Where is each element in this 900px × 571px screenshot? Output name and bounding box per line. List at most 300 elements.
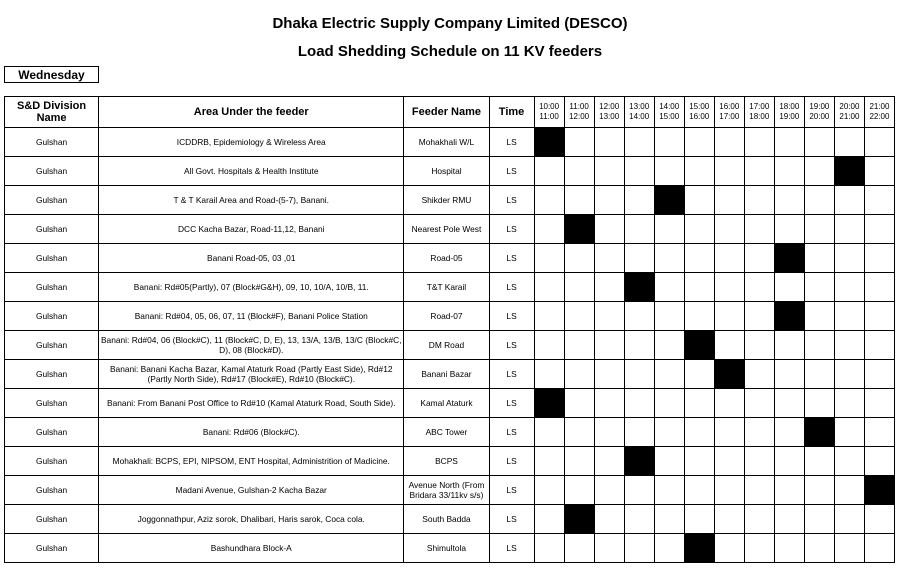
slot-end: 17:00 bbox=[719, 112, 740, 121]
division-cell: Gulshan bbox=[5, 418, 99, 447]
slot-cell bbox=[534, 447, 564, 476]
slot-cell bbox=[534, 331, 564, 360]
slot-cell bbox=[774, 128, 804, 157]
slot-cell bbox=[594, 302, 624, 331]
slot-start: 21:00 bbox=[869, 102, 890, 111]
column-header-division: S&D Division Name bbox=[5, 97, 99, 128]
slot-cell bbox=[534, 418, 564, 447]
slot-cell bbox=[534, 476, 564, 505]
slot-cell bbox=[744, 360, 774, 389]
slot-cell bbox=[714, 128, 744, 157]
slot-cell bbox=[864, 157, 894, 186]
slot-cell bbox=[624, 331, 654, 360]
slot-cell bbox=[774, 447, 804, 476]
slot-cell bbox=[654, 360, 684, 389]
time-cell: LS bbox=[489, 360, 534, 389]
area-cell: T & T Karail Area and Road-(5-7), Banani. bbox=[99, 186, 404, 215]
column-header-feeder: Feeder Name bbox=[404, 97, 489, 128]
slot-cell bbox=[684, 215, 714, 244]
slot-start: 10:00 bbox=[539, 102, 560, 111]
slot-cell bbox=[534, 215, 564, 244]
slot-cell bbox=[864, 273, 894, 302]
slot-cell bbox=[564, 331, 594, 360]
slot-cell bbox=[774, 215, 804, 244]
slot-cell bbox=[834, 534, 864, 563]
slot-cell bbox=[804, 302, 834, 331]
slot-start: 16:00 bbox=[719, 102, 740, 111]
slot-start: 13:00 bbox=[629, 102, 650, 111]
slot-cell bbox=[804, 273, 834, 302]
shedding-slot-cell bbox=[624, 273, 654, 302]
slot-start: 14:00 bbox=[659, 102, 680, 111]
division-cell: Gulshan bbox=[5, 389, 99, 418]
slot-cell bbox=[864, 215, 894, 244]
slot-cell bbox=[714, 389, 744, 418]
slot-cell bbox=[804, 476, 834, 505]
slot-cell bbox=[594, 157, 624, 186]
slot-cell bbox=[744, 389, 774, 418]
slot-start: 20:00 bbox=[839, 102, 860, 111]
slot-cell bbox=[564, 302, 594, 331]
slot-cell bbox=[534, 505, 564, 534]
slot-cell bbox=[804, 447, 834, 476]
slot-cell bbox=[714, 505, 744, 534]
time-cell: LS bbox=[489, 447, 534, 476]
slot-cell bbox=[624, 302, 654, 331]
slot-end: 13:00 bbox=[599, 112, 620, 121]
slot-end: 20:00 bbox=[809, 112, 830, 121]
slot-cell bbox=[564, 273, 594, 302]
slot-cell bbox=[834, 418, 864, 447]
area-cell: DCC Kacha Bazar, Road-11,12, Banani bbox=[99, 215, 404, 244]
feeder-cell: Avenue North (From Bridara 33/11kv s/s) bbox=[404, 476, 489, 505]
time-cell: LS bbox=[489, 331, 534, 360]
page-title: Dhaka Electric Supply Company Limited (DESCO) bbox=[272, 15, 628, 32]
slot-cell bbox=[864, 505, 894, 534]
slot-cell bbox=[804, 215, 834, 244]
area-cell: Banani Road-05, 03 ,01 bbox=[99, 244, 404, 273]
slot-cell bbox=[654, 331, 684, 360]
feeder-cell: Mohakhali W/L bbox=[404, 128, 489, 157]
column-header-time: Time bbox=[489, 97, 534, 128]
slot-cell bbox=[864, 244, 894, 273]
time-cell: LS bbox=[489, 186, 534, 215]
slot-cell bbox=[774, 476, 804, 505]
slot-cell bbox=[684, 505, 714, 534]
division-cell: Gulshan bbox=[5, 534, 99, 563]
division-cell: Gulshan bbox=[5, 186, 99, 215]
slot-start: 12:00 bbox=[599, 102, 620, 111]
time-cell: LS bbox=[489, 273, 534, 302]
slot-cell bbox=[774, 389, 804, 418]
area-cell: Banani: Rd#04, 05, 06, 07, 11 (Block#F), Banani Police Station bbox=[99, 302, 404, 331]
table-row bbox=[5, 389, 895, 418]
slot-cell bbox=[624, 157, 654, 186]
slot-cell bbox=[744, 476, 774, 505]
slot-cell bbox=[654, 505, 684, 534]
time-slot-header bbox=[774, 97, 804, 128]
slot-cell bbox=[624, 244, 654, 273]
slot-cell bbox=[744, 505, 774, 534]
division-cell: Gulshan bbox=[5, 244, 99, 273]
shedding-slot-cell bbox=[774, 302, 804, 331]
slot-cell bbox=[684, 360, 714, 389]
division-cell: Gulshan bbox=[5, 447, 99, 476]
feeder-cell: Nearest Pole West bbox=[404, 215, 489, 244]
slot-cell bbox=[594, 534, 624, 563]
table-row bbox=[5, 476, 895, 505]
slot-cell bbox=[864, 418, 894, 447]
slot-cell bbox=[684, 447, 714, 476]
shedding-slot-cell bbox=[564, 215, 594, 244]
slot-cell bbox=[834, 244, 864, 273]
slot-cell bbox=[594, 273, 624, 302]
shedding-slot-cell bbox=[804, 418, 834, 447]
slot-cell bbox=[864, 447, 894, 476]
division-cell: Gulshan bbox=[5, 476, 99, 505]
slot-cell bbox=[864, 186, 894, 215]
slot-cell bbox=[684, 157, 714, 186]
time-slot-header bbox=[564, 97, 594, 128]
slot-cell bbox=[804, 360, 834, 389]
area-cell: Banani: Rd#04, 06 (Block#C), 11 (Block#C, D, E), 13, 13/A, 13/B, 13/C (Block#C, D), 08 (Block#D). bbox=[99, 331, 404, 360]
slot-cell bbox=[834, 389, 864, 418]
slot-cell bbox=[534, 273, 564, 302]
shedding-slot-cell bbox=[684, 331, 714, 360]
slot-cell bbox=[804, 244, 834, 273]
time-slot-header bbox=[744, 97, 774, 128]
slot-cell bbox=[744, 273, 774, 302]
slot-cell bbox=[654, 302, 684, 331]
slot-cell bbox=[774, 273, 804, 302]
slot-cell bbox=[774, 186, 804, 215]
table-row bbox=[5, 273, 895, 302]
shedding-slot-cell bbox=[534, 389, 564, 418]
area-cell: All Govt. Hospitals & Health Institute bbox=[99, 157, 404, 186]
day-label: Wednesday bbox=[4, 66, 99, 83]
slot-cell bbox=[594, 360, 624, 389]
feeder-cell: Kamal Ataturk bbox=[404, 389, 489, 418]
table-row bbox=[5, 360, 895, 389]
slot-cell bbox=[534, 157, 564, 186]
slot-cell bbox=[834, 505, 864, 534]
slot-cell bbox=[864, 360, 894, 389]
time-slot-header bbox=[534, 97, 564, 128]
area-cell: Banani: Rd#06 (Block#C). bbox=[99, 418, 404, 447]
feeder-cell: Road-07 bbox=[404, 302, 489, 331]
table-row bbox=[5, 215, 895, 244]
slot-cell bbox=[564, 157, 594, 186]
slot-cell bbox=[774, 505, 804, 534]
slot-cell bbox=[684, 273, 714, 302]
slot-cell bbox=[864, 128, 894, 157]
slot-start: 15:00 bbox=[689, 102, 710, 111]
slot-end: 14:00 bbox=[629, 112, 650, 121]
slot-cell bbox=[714, 215, 744, 244]
table-row bbox=[5, 534, 895, 563]
time-cell: LS bbox=[489, 244, 534, 273]
slot-end: 11:00 bbox=[539, 112, 559, 121]
time-slot-header bbox=[864, 97, 894, 128]
shedding-slot-cell bbox=[564, 505, 594, 534]
slot-cell bbox=[624, 128, 654, 157]
slot-cell bbox=[564, 534, 594, 563]
slot-cell bbox=[834, 331, 864, 360]
table-row bbox=[5, 186, 895, 215]
slot-cell bbox=[594, 128, 624, 157]
time-cell: LS bbox=[489, 505, 534, 534]
division-cell: Gulshan bbox=[5, 215, 99, 244]
slot-cell bbox=[714, 244, 744, 273]
time-cell: LS bbox=[489, 476, 534, 505]
slot-cell bbox=[534, 302, 564, 331]
shedding-slot-cell bbox=[774, 244, 804, 273]
slot-cell bbox=[804, 505, 834, 534]
table-row bbox=[5, 418, 895, 447]
slot-cell bbox=[774, 331, 804, 360]
slot-cell bbox=[624, 534, 654, 563]
table-row bbox=[5, 128, 895, 157]
slot-end: 19:00 bbox=[779, 112, 800, 121]
schedule-table bbox=[4, 96, 895, 563]
feeder-cell: Banani Bazar bbox=[404, 360, 489, 389]
slot-end: 21:00 bbox=[839, 112, 860, 121]
table-row bbox=[5, 157, 895, 186]
slot-cell bbox=[744, 418, 774, 447]
slot-cell bbox=[714, 534, 744, 563]
slot-cell bbox=[714, 302, 744, 331]
schedule-body bbox=[5, 128, 895, 563]
slot-cell bbox=[654, 128, 684, 157]
slot-cell bbox=[654, 244, 684, 273]
feeder-cell: South Badda bbox=[404, 505, 489, 534]
division-cell: Gulshan bbox=[5, 273, 99, 302]
slot-cell bbox=[744, 157, 774, 186]
slot-cell bbox=[654, 157, 684, 186]
slot-cell bbox=[864, 302, 894, 331]
area-cell: Banani: From Banani Post Office to Rd#10 (Kamal Ataturk Road, South Side). bbox=[99, 389, 404, 418]
slot-cell bbox=[684, 418, 714, 447]
slot-cell bbox=[864, 389, 894, 418]
feeder-cell: T&T Karail bbox=[404, 273, 489, 302]
slot-cell bbox=[834, 476, 864, 505]
slot-cell bbox=[624, 418, 654, 447]
slot-cell bbox=[654, 418, 684, 447]
slot-cell bbox=[534, 186, 564, 215]
time-cell: LS bbox=[489, 534, 534, 563]
slot-cell bbox=[624, 389, 654, 418]
division-cell: Gulshan bbox=[5, 302, 99, 331]
time-slot-header bbox=[684, 97, 714, 128]
slot-cell bbox=[744, 128, 774, 157]
slot-cell bbox=[684, 389, 714, 418]
area-cell: Banani: Rd#05(Partly), 07 (Block#G&H), 09, 10, 10/A, 10/B, 11. bbox=[99, 273, 404, 302]
feeder-cell: Hospital bbox=[404, 157, 489, 186]
slot-cell bbox=[534, 244, 564, 273]
slot-cell bbox=[654, 534, 684, 563]
slot-cell bbox=[624, 360, 654, 389]
table-row bbox=[5, 244, 895, 273]
time-slot-header bbox=[714, 97, 744, 128]
slot-cell bbox=[564, 447, 594, 476]
area-cell: ICDDRB, Epidemiology & Wireless Area bbox=[99, 128, 404, 157]
time-cell: LS bbox=[489, 128, 534, 157]
slot-start: 17:00 bbox=[749, 102, 770, 111]
slot-cell bbox=[684, 186, 714, 215]
slot-cell bbox=[594, 476, 624, 505]
slot-cell bbox=[804, 186, 834, 215]
shedding-slot-cell bbox=[864, 476, 894, 505]
time-cell: LS bbox=[489, 157, 534, 186]
slot-cell bbox=[654, 273, 684, 302]
slot-cell bbox=[774, 534, 804, 563]
slot-cell bbox=[804, 331, 834, 360]
shedding-slot-cell bbox=[654, 186, 684, 215]
slot-cell bbox=[744, 244, 774, 273]
slot-cell bbox=[834, 215, 864, 244]
time-slot-header bbox=[834, 97, 864, 128]
page-subtitle: Load Shedding Schedule on 11 KV feeders bbox=[297, 43, 603, 60]
slot-cell bbox=[774, 418, 804, 447]
slot-cell bbox=[864, 534, 894, 563]
slot-cell bbox=[654, 447, 684, 476]
division-cell: Gulshan bbox=[5, 360, 99, 389]
feeder-cell: DM Road bbox=[404, 331, 489, 360]
feeder-cell: Shikder RMU bbox=[404, 186, 489, 215]
slot-cell bbox=[594, 389, 624, 418]
slot-cell bbox=[564, 186, 594, 215]
area-cell: Mohakhali: BCPS, EPI, NIPSOM, ENT Hospital, Administrition of Madicine. bbox=[99, 447, 404, 476]
slot-start: 19:00 bbox=[809, 102, 830, 111]
time-slot-header bbox=[624, 97, 654, 128]
slot-cell bbox=[594, 186, 624, 215]
time-cell: LS bbox=[489, 302, 534, 331]
slot-cell bbox=[564, 128, 594, 157]
slot-cell bbox=[834, 273, 864, 302]
slot-cell bbox=[834, 302, 864, 331]
time-slot-header bbox=[804, 97, 834, 128]
slot-cell bbox=[594, 505, 624, 534]
slot-cell bbox=[594, 331, 624, 360]
header-row bbox=[5, 97, 895, 128]
slot-start: 18:00 bbox=[779, 102, 800, 111]
slot-cell bbox=[774, 157, 804, 186]
slot-cell bbox=[684, 302, 714, 331]
table-row bbox=[5, 331, 895, 360]
time-slot-header bbox=[594, 97, 624, 128]
slot-cell bbox=[804, 534, 834, 563]
slot-end: 12:00 bbox=[569, 112, 590, 121]
time-cell: LS bbox=[489, 418, 534, 447]
shedding-slot-cell bbox=[834, 157, 864, 186]
slot-cell bbox=[744, 447, 774, 476]
slot-end: 18:00 bbox=[749, 112, 770, 121]
slot-cell bbox=[714, 447, 744, 476]
slot-cell bbox=[744, 186, 774, 215]
feeder-cell: BCPS bbox=[404, 447, 489, 476]
slot-cell bbox=[714, 157, 744, 186]
slot-cell bbox=[744, 302, 774, 331]
slot-cell bbox=[714, 331, 744, 360]
slot-cell bbox=[744, 534, 774, 563]
slot-cell bbox=[594, 418, 624, 447]
slot-cell bbox=[714, 186, 744, 215]
slot-cell bbox=[534, 360, 564, 389]
slot-cell bbox=[624, 186, 654, 215]
slot-end: 16:00 bbox=[689, 112, 710, 121]
slot-cell bbox=[564, 389, 594, 418]
division-cell: Gulshan bbox=[5, 505, 99, 534]
shedding-slot-cell bbox=[624, 447, 654, 476]
slot-start: 11:00 bbox=[569, 102, 589, 111]
division-cell: Gulshan bbox=[5, 157, 99, 186]
table-row bbox=[5, 505, 895, 534]
table-row bbox=[5, 302, 895, 331]
slot-cell bbox=[654, 389, 684, 418]
slot-cell bbox=[564, 360, 594, 389]
area-cell: Banani: Banani Kacha Bazar, Kamal Ataturk Road (Partly East Side), Rd#12 (Partly North Side), Rd#17 (Block#E), Rd#10 (Block#C). bbox=[99, 360, 404, 389]
slot-cell bbox=[564, 244, 594, 273]
slot-cell bbox=[804, 128, 834, 157]
slot-cell bbox=[594, 447, 624, 476]
slot-cell bbox=[834, 128, 864, 157]
slot-cell bbox=[834, 186, 864, 215]
shedding-slot-cell bbox=[534, 128, 564, 157]
slot-cell bbox=[564, 418, 594, 447]
feeder-cell: Shimultola bbox=[404, 534, 489, 563]
slot-cell bbox=[594, 244, 624, 273]
column-header-area: Area Under the feeder bbox=[99, 97, 404, 128]
slot-cell bbox=[594, 215, 624, 244]
slot-cell bbox=[654, 476, 684, 505]
division-cell: Gulshan bbox=[5, 128, 99, 157]
slot-cell bbox=[804, 157, 834, 186]
slot-cell bbox=[834, 360, 864, 389]
slot-cell bbox=[804, 389, 834, 418]
feeder-cell: Road-05 bbox=[404, 244, 489, 273]
area-cell: Joggonnathpur, Aziz sorok, Dhalibari, Haris sarok, Coca cola. bbox=[99, 505, 404, 534]
slot-cell bbox=[564, 476, 594, 505]
division-cell: Gulshan bbox=[5, 331, 99, 360]
slot-cell bbox=[684, 128, 714, 157]
slot-cell bbox=[714, 418, 744, 447]
time-cell: LS bbox=[489, 215, 534, 244]
slot-cell bbox=[714, 476, 744, 505]
shedding-slot-cell bbox=[684, 534, 714, 563]
slot-cell bbox=[534, 534, 564, 563]
feeder-cell: ABC Tower bbox=[404, 418, 489, 447]
slot-cell bbox=[624, 476, 654, 505]
slot-cell bbox=[744, 215, 774, 244]
slot-cell bbox=[714, 273, 744, 302]
slot-end: 22:00 bbox=[869, 112, 890, 121]
slot-cell bbox=[774, 360, 804, 389]
slot-cell bbox=[654, 215, 684, 244]
area-cell: Bashundhara Block-A bbox=[99, 534, 404, 563]
shedding-slot-cell bbox=[714, 360, 744, 389]
time-cell: LS bbox=[489, 389, 534, 418]
table-row bbox=[5, 447, 895, 476]
slot-cell bbox=[624, 215, 654, 244]
slot-cell bbox=[864, 331, 894, 360]
slot-cell bbox=[834, 447, 864, 476]
slot-end: 15:00 bbox=[659, 112, 680, 121]
slot-cell bbox=[684, 476, 714, 505]
slot-cell bbox=[624, 505, 654, 534]
time-slot-header bbox=[654, 97, 684, 128]
slot-cell bbox=[744, 331, 774, 360]
slot-cell bbox=[684, 244, 714, 273]
